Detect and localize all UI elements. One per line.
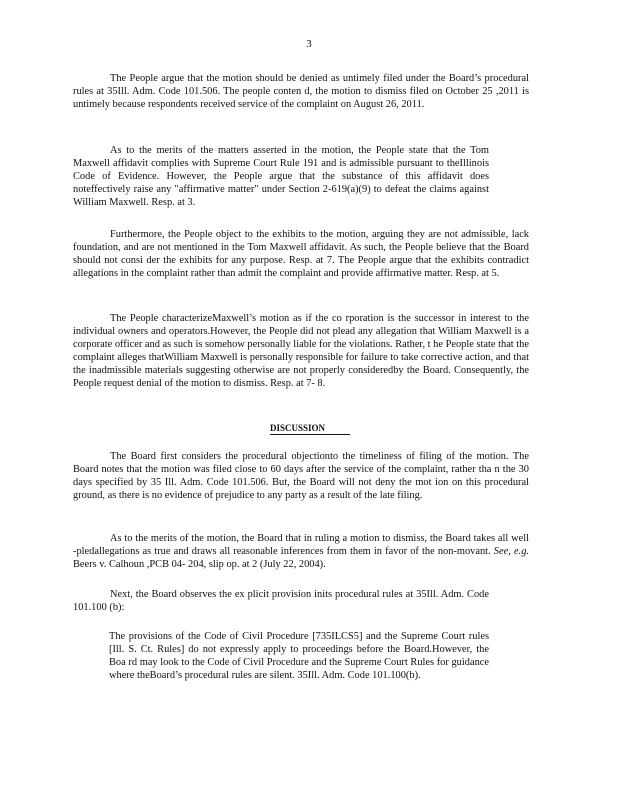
block-quote: The provisions of the Code of Civil Procedure [735ILCS5] and the Supreme Court rules [Ill. S. Ct. Rules] do not expressly apply to proceedings before the Board.However, the Boa rd may look to the Code of Civil Procedure and the Supreme Court Rules for guidance where theBoard’s procedural rules are silent. 35Ill. Adm. Code 101.100(b). — [109, 631, 489, 681]
discussion-heading: DISCUSSION — [270, 422, 350, 435]
paragraph-motion-merits — [73, 532, 529, 571]
page-number: 3 — [306, 38, 312, 50]
citation-signal-see: See, — [493, 546, 511, 557]
merits-text-after: Beers v. Calhoun ,PCB 04- 204, slip op. at 2 (July 22, 2004). — [73, 559, 326, 570]
paragraph-procedural-objection: The Board first considers the procedural objectionto the timeliness of filing of the motion. The Board notes that the motion was filed close to 60 days after the service of the complaint, rather tha n the 30 days specified by 35 Ill. Adm. Code 101.506. But, the Board will not deny the mot ion on this procedural ground, as there is no evidence of prejudice to any party as a result of the late filing. — [73, 451, 529, 501]
paragraph-timeliness-argument: The People argue that the motion should be denied as untimely filed under the Board’s procedural rules at 35Ill. Adm. Code 101.506. The people conten d, the motion to dismiss filed on October 25 ,2011 is untimely because respondents received service of the complaint on August 26, 2011. — [73, 73, 529, 110]
paragraph-exhibits-objection: Furthermore, the People object to the exhibits to the motion, arguing they are not admissible, lack foundation, and are not mentioned in the Tom Maxwell affidavit. As such, the People believe that the Board should not consi der the exhibits for any purpose. Resp. at 7. The People argue that the exhibits contradict allegations in the complaint rather than admit the complaint and provide affirmative matter. Resp. at 5. — [73, 229, 529, 279]
paragraph-corporate-liability: The People characterizeMaxwell’s motion as if the co rporation is the successor in interest to the individual owners and operators.However, the People did not plead any allegation that William Maxwell is a corporate officer and as such is somehow personally liable for the violations. Rather, t he People state that the complaint alleges thatWilliam Maxwell is personally responsible for failure to take corrective action, and that the inadmissible materials suggesting otherwise are not properly consideredby the Board. Consequently, the People request denial of the motion to dismiss. Resp. at 7- 8. — [73, 313, 529, 389]
citation-signal-eg: e.g. — [513, 546, 529, 557]
merits-text-before: As to the merits of the motion, the Board that in ruling a motion to dismiss, the Board takes all well -pledallegations as true and draws all reasonable inferences from them in favor of the non-movant. — [73, 533, 529, 557]
paragraph-procedural-provision: Next, the Board observes the ex plicit provision inits procedural rules at 35Ill. Adm. Code 101.100 (b): — [73, 589, 489, 613]
paragraph-affidavit-argument: As to the merits of the matters asserted in the motion, the People state that the Tom Maxwell affidavit complies with Supreme Court Rule 191 and is admissible pursuant to theIllinois Code of Evidence. However, the People argue that the substance of this affidavit does noteffectively raise any "affirmative matter" under Section 2-619(a)(9) to defeat the claims against William Maxwell. Resp. at 3. — [73, 145, 489, 208]
